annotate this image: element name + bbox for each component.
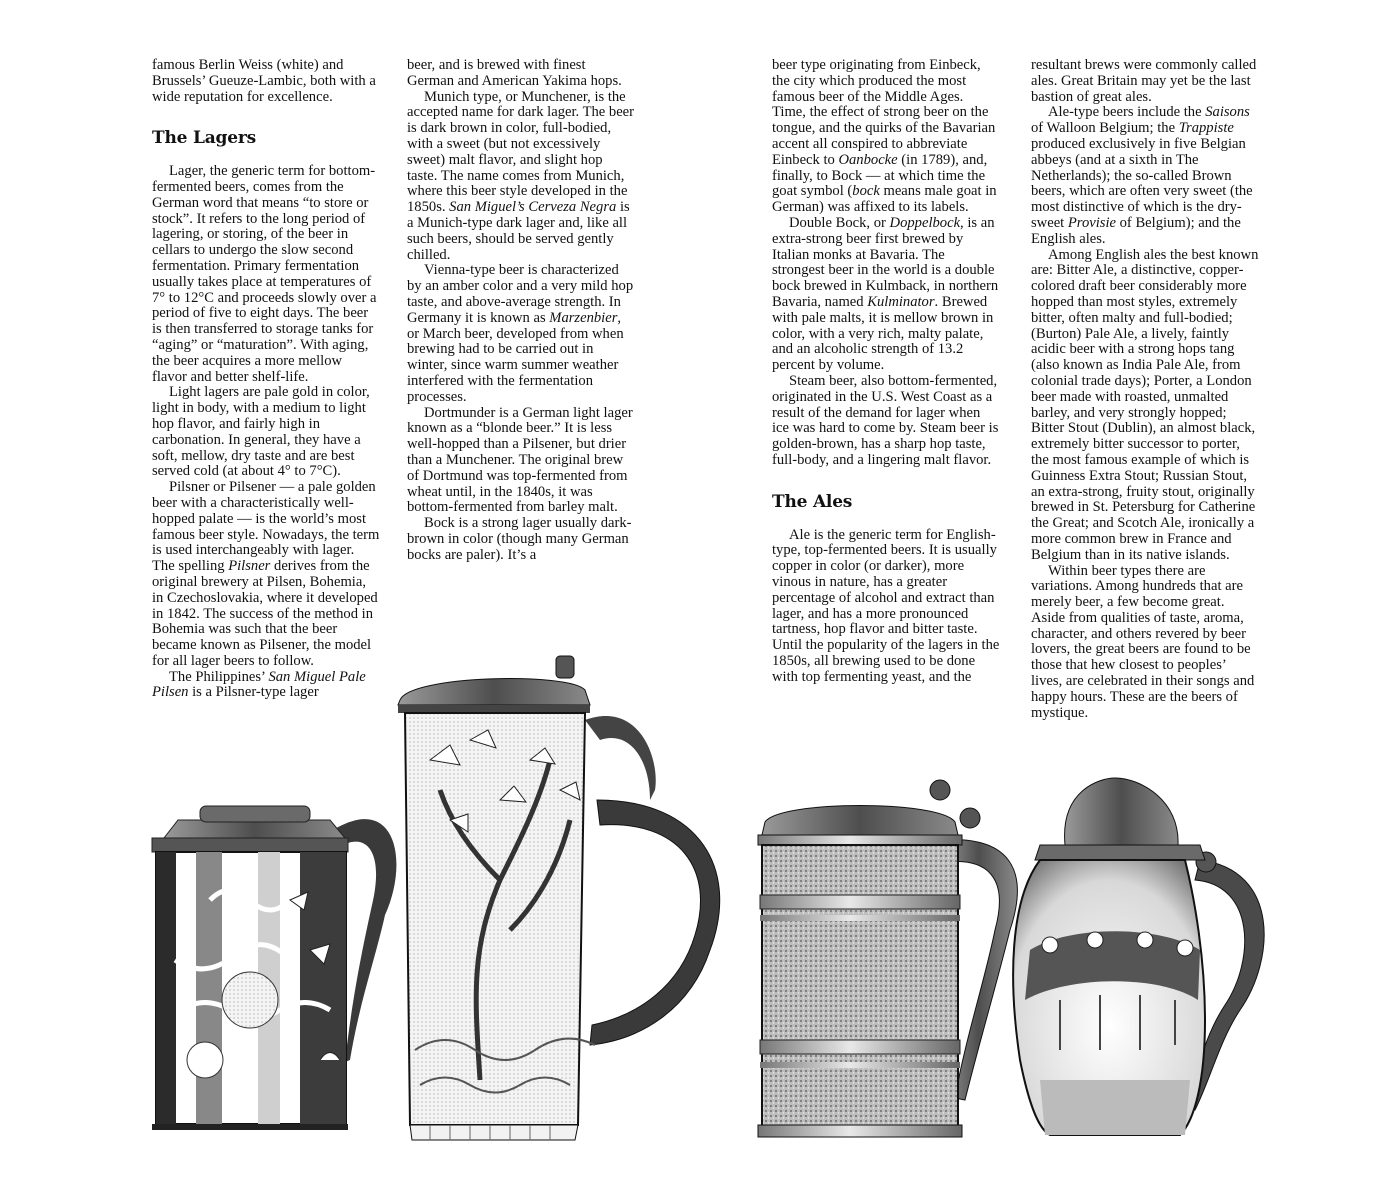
- text-run: means male goat in German) was affixed to its labels.: [772, 183, 997, 216]
- paragraph: Within beer types there are variations. Among hundreds that are merely beer, a few become great. Aside from qualities of taste, aroma, character, and others revered by beer lovers, the great beers are found to be those that hew closest to peoples’ lives, are celebrated in their songs and happy hours. These are the beers of mystique.: [1031, 562, 1255, 721]
- italic-term: Pilsner: [228, 558, 271, 575]
- italic-term: Saisons: [1205, 104, 1250, 121]
- heading-the-ales: The Ales: [772, 491, 853, 512]
- paragraph: Bock is a strong lager usually dark-brown in color (though many German bocks are paler). It’s a: [407, 515, 632, 563]
- text-run: Pilsner or Pilsener — a pale golden beer with a characteristically well-hopped palate — is the world’s most famous beer style. Nowadays, the term is used interchangeably with lager. The spelling: [152, 479, 380, 575]
- stein-tree-engraved: [398, 656, 720, 1140]
- column-1: [152, 58, 380, 701]
- text-run: produced exclusively in five Belgian abbeys (and at a sixth in The Netherlands); the so-called Brown beers, which are often very sweet (the most distinctive of which is the dry-sweet: [1031, 135, 1253, 231]
- text-run: , is an extra-strong beer first brewed by Italian monks at Bavaria. The strongest beer in the world is a double bock brewed in Kulmback, in northern Bavaria, named: [772, 214, 999, 310]
- italic-term: Doppelbock: [889, 214, 961, 231]
- heading-the-lagers: The Lagers: [152, 128, 256, 149]
- paragraph: Ale is the generic term for English-type, top-fermented beers. It is usually copper in color (or darker), more vinous in nature, has a greater percentage of alcohol and extract than lager, and has a more pronounced tartness, hop flavor and bitter taste. Until the popularity of the lagers in the 1850s, all brewing used to be done with top fermenting yeast, and the: [772, 526, 1000, 685]
- paragraph: [152, 480, 380, 670]
- column-4: [1031, 58, 1259, 721]
- paragraph: [407, 263, 635, 405]
- paragraph: [407, 90, 635, 264]
- italic-term: Kulminator: [867, 293, 935, 310]
- text-run: , or March beer, developed from when brewing had to be carried out in winter, since warm summer weather interfered with the fermentation processes.: [407, 309, 624, 405]
- italic-term: San Miguel’s Cerveza Negra: [449, 199, 617, 216]
- text-run: of Walloon Belgium; the: [1031, 120, 1179, 137]
- text-run: Double Bock, or: [789, 214, 890, 231]
- text-run: Ale-type beers include the: [1048, 104, 1206, 121]
- paragraph: famous Berlin Weiss (white) and Brussels’ Gueuze-Lambic, both with a wide reputation for excellence.: [152, 57, 376, 105]
- italic-term: San Miguel Pale Pilsen: [152, 668, 366, 701]
- text-run: is a Munich-type dark lager and, like all such beers, should be served gently chilled.: [407, 199, 630, 263]
- paragraph: [772, 58, 1000, 216]
- italic-term: Marzenbier: [549, 309, 618, 326]
- paragraph: resultant brews were commonly called ales. Great Britain may yet be the last bastion of great ales.: [1031, 57, 1257, 105]
- paragraph: Dortmunder is a German light lager known as a “blonde beer.” It is less well-hopped than a Pilsener, but drier than a Munchener. The original brew of Dortmund was top-fermented from wheat until, in the 1840s, it was bottom-fermented from barley malt.: [407, 404, 633, 516]
- paragraph: [772, 216, 1000, 374]
- text-run: beer type originating from Einbeck, the city which produced the most famous beer of the Middle Ages. Time, the effect of strong beer on the tongue, and the quirks of the Bavarian accent all conspired to abbreviate Einbeck to: [772, 57, 996, 168]
- paragraph: [1031, 105, 1259, 247]
- text-run: derives from the original brewery at Pilsen, Bohemia, in Czechoslovakia, where it developed in 1842. The success of the method in Bohemia was such that the beer became known as Pilsener, the model for all lager beers to follow.: [152, 558, 378, 669]
- text-run: The Philippines’: [169, 668, 269, 685]
- text-run: of Belgium); and the English ales.: [1031, 214, 1241, 247]
- italic-term: Oanbocke: [838, 151, 898, 168]
- text-run: (in 1789), and, finally, to Bock — at which time the goat symbol (: [772, 151, 988, 200]
- italic-term: bock: [852, 183, 880, 200]
- stein-speckled-pewter: [758, 780, 1017, 1137]
- column-2: [407, 58, 635, 564]
- text-run: is a Pilsner-type lager: [188, 684, 319, 701]
- paragraph: beer, and is brewed with finest German and American Yakima hops.: [407, 57, 622, 89]
- text-run: Vienna-type beer is characterized by an amber color and a very mild hop taste, and above-average strength. In Germany it is known as: [407, 262, 634, 326]
- paragraph: Steam beer, also bottom-fermented, originated in the U.S. West Coast as a result of the demand for lager when ice was hard to come by. Steam beer is golden-brown, has a sharp hop taste, full-body, and a lingering malt flavor.: [772, 372, 999, 468]
- paragraph: [152, 670, 380, 702]
- stein-floral-ceramic: [1013, 778, 1264, 1135]
- paragraph: Light lagers are pale gold in color, light in body, with a medium to light hop flavor, and fairly high in carbonation. In general, they have a soft, mellow, dry taste and are best served cold (at about 4° to 7°C).: [152, 384, 370, 480]
- text-run: . Brewed with pale malts, it is mellow brown in color, with a very rich, malty palate, and an alcoholic strength of 13.2 percent by volume.: [772, 293, 994, 374]
- italic-term: Trappiste: [1178, 120, 1234, 137]
- paragraph: Among English ales the best known are: Bitter Ale, a distinctive, copper-colored draft beer considerably more hopped than most styles, extremely bitter, often malty and full-bodied; (Burton) Pale Ale, a lively, faintly acidic beer with a strong hops tang (also known as India Pale Ale, from colonial trade days); Porter, a London beer made with roasted, unmalted barley, and very strongly hopped; Bitter Stout (Dublin), an almost black, extremely bitter successor to porter, the most famous example of which is Guinness Extra Stout; Russian Stout, an extra-strong, fruity stout, originally brewed in St. Petersburg for Catherine the Great; and Scotch Ale, ironically a more common brew in France and Belgium than in its native islands.: [1031, 246, 1259, 563]
- column-3: [772, 58, 1000, 685]
- stein-painted-glass: [152, 806, 396, 1130]
- paragraph: Lager, the generic term for bottom-fermented beers, comes from the German word that means “to store or stock”. It refers to the long period of lagering, or storing, of the beer in cellars to undergo the slow second fermentation. Primary fermentation usually takes place at temperatures of 7° to 12°C and proceeds slowly over a period of five to eight days. The beer is then transferred to storage tanks for “aging” or “maturation”. With aging, the beer acquires a more mellow flavor and better shelf-life.: [152, 163, 377, 385]
- italic-term: Provisie: [1067, 214, 1116, 231]
- text-run: Munich type, or Munchener, is the accepted name for dark lager. The beer is dark brown in color, full-bodied, with a sweet (but not excessively sweet) malt flavor, and slight hop taste. The name comes from Munich, where this beer style developed in the 1850s.: [407, 88, 635, 216]
